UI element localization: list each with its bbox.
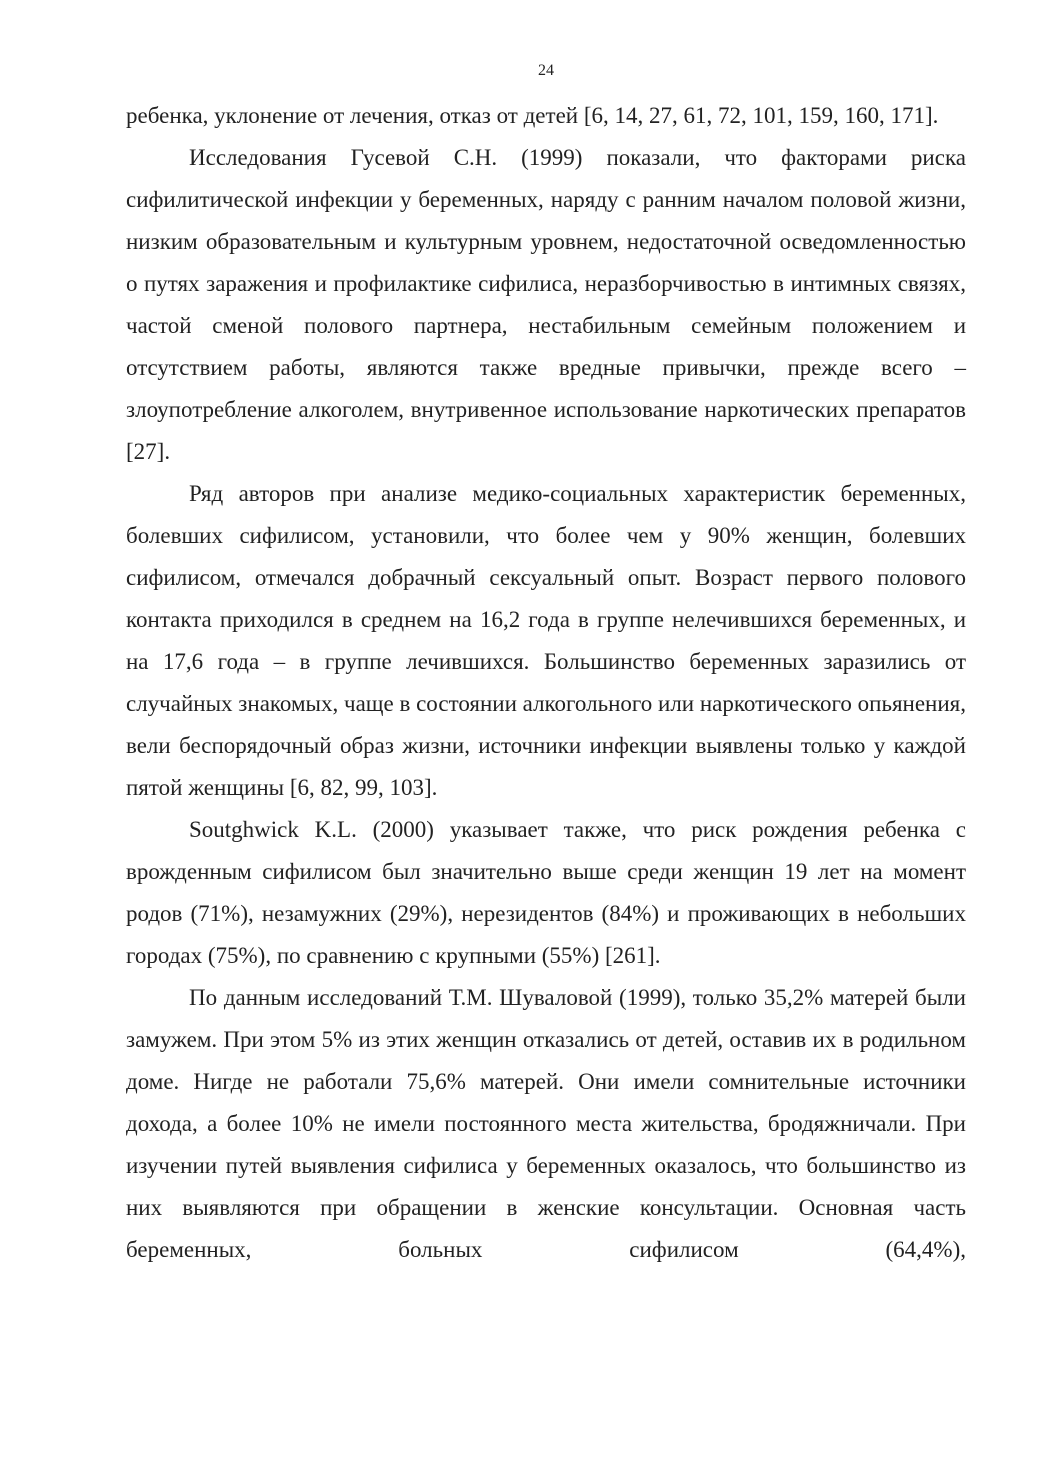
paragraph-continuation: ребенка, уклонение от лечения, отказ от детей [6, 14, 27, 61, 72, 101, 159, 160, 171]. — [126, 103, 939, 128]
paragraph-gusevoy-study: Исследования Гусевой С.Н. (1999) показали, что факторами риска сифилитической инфекции у беременных, наряду с ранним началом половой жизни, низким образовательным и культурным уровнем, недостаточной осведомленностью о путях заражения и профилактике сифилиса, неразборчивостью в интимных связях, частой сменой полового партнера, нестабильным семейным положением и отсутствием работы, являются также вредные привычки, прежде всего – злоупотребление алкоголем, внутривенное использование наркотических препаратов [27]. — [126, 145, 966, 464]
paragraph-shuvalova-study: По данным исследований Т.М. Шуваловой (1999), только 35,2% матерей были замужем. При этом 5% из этих женщин отказались от детей, оставив их в родильном доме. Нигде не работали 75,6% матерей. Они имели сомнительные источники дохода, а более 10% не имели постоянного места жительства, бродяжничали. При изучении путей выявления сифилиса у беременных оказалось, что большинство из них выявляются при обращении в женские консультации. Основная часть беременных, больных сифилисом (64,4%), — [126, 985, 966, 1262]
page-number: 24 — [538, 62, 554, 79]
document-body — [126, 95, 966, 1271]
paragraph-soutghwick-study: Soutghwick K.L. (2000) указывает также, что риск рождения ребенка с врожденным сифилисом был значительно выше среди женщин 19 лет на момент родов (71%), незамужних (29%), нерезидентов (84%) и проживающих в небольших городах (75%), по сравнению с крупными (55%) [261]. — [126, 817, 966, 968]
paragraph-medico-social-characteristics: Ряд авторов при анализе медико-социальных характеристик беременных, болевших сифилисом, установили, что более чем у 90% женщин, болевших сифилисом, отмечался добрачный сексуальный опыт. Возраст первого полового контакта приходился в среднем на 16,2 года в группе нелечившихся беременных, и на 17,6 года – в группе лечившихся. Большинство беременных заразились от случайных знакомых, чаще в состоянии алкогольного или наркотического опьянения, вели беспорядочный образ жизни, источники инфекции выявлены только у каждой пятой женщины [6, 82, 99, 103]. — [126, 481, 966, 800]
